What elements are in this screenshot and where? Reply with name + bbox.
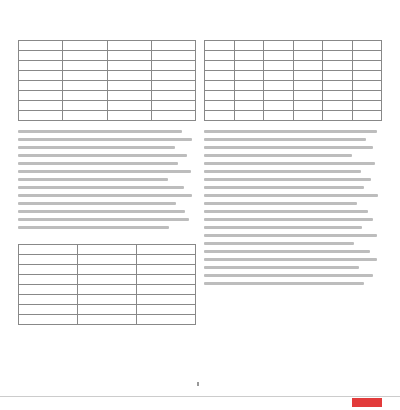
text-line [204,234,377,237]
text-line [204,154,352,157]
text-line [18,170,191,173]
text-line [18,226,169,229]
table-1-title [18,30,196,38]
text-line [204,282,364,285]
text-line [204,210,368,213]
text-line [18,146,175,149]
text-line [18,194,192,197]
text-line [18,130,182,133]
text-line [204,226,362,229]
right-column [204,0,382,290]
text-line [204,186,364,189]
text-line [204,250,370,253]
page-center-mark [197,382,199,386]
text-line [204,162,375,165]
page-footer [0,396,400,409]
table-3-title [204,30,382,38]
text-line [18,178,168,181]
text-line [18,218,189,221]
text-line [204,218,373,221]
table-1 [18,40,196,121]
text-line [204,146,373,149]
text-line [18,210,185,213]
text-line [204,274,373,277]
text-line [204,242,354,245]
text-line [18,138,192,141]
text-line [18,162,178,165]
text-line [18,186,184,189]
table-2 [18,244,196,325]
text-line [18,154,187,157]
text-line [204,266,359,269]
text-line [204,258,377,261]
text-line [204,178,371,181]
text-line [204,202,357,205]
text-line [204,194,378,197]
text-line [204,170,361,173]
text-line [18,202,176,205]
text-line [204,138,366,141]
table-3 [204,40,382,121]
left-column [18,0,196,325]
table-2-title [18,234,196,242]
page-number-badge [352,398,382,407]
text-line [204,130,377,133]
